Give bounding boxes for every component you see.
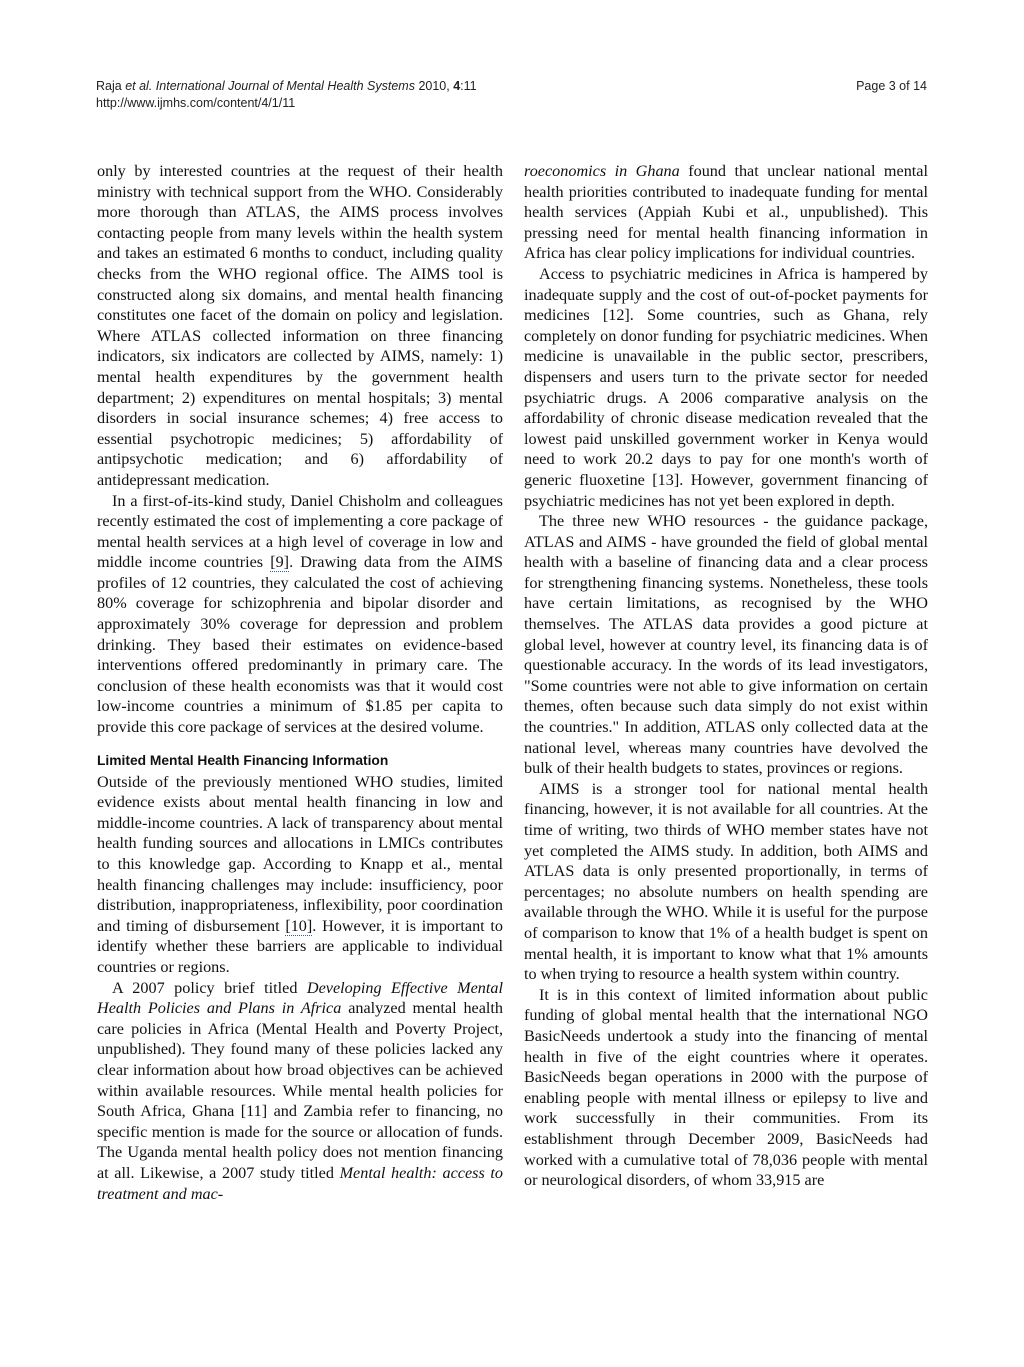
right-paragraph-1: roeconomics in Ghana found that unclear national mental health priorities contributed to inadequate funding for mental health services (Appiah Kubi et al., unpublished). This pressing need for mental health financing information in Africa has clear policy implications for individual countries. xyxy=(524,162,928,263)
reference-link-9[interactable]: [9] xyxy=(270,553,290,572)
right-paragraph-5: It is in this context of limited information about public funding of global mental health that the international NGO BasicNeeds undertook a study into the financing of mental health in five of the eight countries where it operates. BasicNeeds began operations in 2000 with the purpose of enabling people with mental illness or epilepsy to live and work successfully in their communities. From its establishment through December 2009, BasicNeeds had worked with a cumulative total of 78,036 people with mental or neurological disorders, of whom 33,915 are xyxy=(524,985,928,1190)
article-url[interactable]: http://www.ijmhs.com/content/4/1/11 xyxy=(96,96,296,110)
right-column xyxy=(524,161,928,1191)
journal-name: International Journal of Mental Health Systems xyxy=(155,79,415,93)
right-paragraph-4: AIMS is a stronger tool for national mental health financing, however, it is not available for all countries. At the time of writing, two thirds of WHO member states have not yet completed the AIMS study. In addition, both AIMS and ATLAS data is only presented proportionally, in terms of percentages; no absolute numbers on health spending are available through the WHO. While it is useful for the purpose of comparison to know that 1% of a health budget is spent on mental health, it is important to know what that 1% amounts to when trying to resource a health system within country. xyxy=(524,779,928,984)
left-column xyxy=(97,161,503,1204)
section-heading: Limited Mental Health Financing Information xyxy=(97,752,389,768)
left-paragraph-4: A 2007 policy brief titled Developing Effective Mental Health Policies and Plans in Africa analyzed mental health care policies in Africa (Mental Health and Poverty Project, unpublished). They found many of these policies lacked any clear information about how broad objectives can be achieved within available resources. While mental health policies for South Africa, Ghana [11] and Zambia refer to financing, no specific mention is made for the source or allocation of funds. The Uganda mental health policy does not mention financing at all. Likewise, a 2007 study titled Mental health: access to treatment and mac- xyxy=(97,978,503,1203)
right-paragraph-2: Access to psychiatric medicines in Africa is hampered by inadequate supply and the cost of out-of-pocket payments for medicines [12]. Some countries, such as Ghana, rely completely on donor funding for psychiatric medicines. When medicine is unavailable in the public sector, prescribers, dispensers and users turn to the private sector for needed psychiatric drugs. A 2006 comparative analysis on the affordability of chronic disease medication revealed that the lowest paid unskilled government worker in Kenya would need to work 20.2 days to pay for one month's worth of generic fluoxetine [13]. However, government financing of psychiatric medicines has not yet been explored in depth. xyxy=(524,264,928,510)
citation-year: 2010, xyxy=(418,79,450,93)
left-paragraph-3: Outside of the previously mentioned WHO studies, limited evidence exists about mental health financing in low and middle-income countries. A lack of transparency about mental health funding sources and allocations in LMICs contributes to this knowledge gap. According to Knapp et al., mental health financing challenges may include: insufficiency, poor distribution, inappropriateness, inflexibility, poor coordination and timing of disbursement [10]. However, it is important to identify whether these barriers are applicable to individual countries or regions. xyxy=(97,772,503,976)
right-paragraph-3: The three new WHO resources - the guidance package, ATLAS and AIMS - have grounded the field of global mental health with a baseline of financing data and a clear process for strengthening financing systems. Nonetheless, these tools have certain limitations, as recognised by the WHO themselves. The ATLAS data provides a good picture at global level, however at country level, its financing data is of questionable accuracy. In the words of its lead investigators, "Some countries were not able to give information on certain themes, often because such data simply do not exist within the countries." In addition, ATLAS only collected data at the national level, whereas many countries have devolved the bulk of their health budgets to states, provinces or regions. xyxy=(524,512,928,778)
reference-link-10[interactable]: [10] xyxy=(285,916,313,935)
citation-volume: 4 xyxy=(453,79,461,93)
left-paragraph-2: In a first-of-its-kind study, Daniel Chisholm and colleagues recently estimated the cost of implementing a core package of mental health services at a high level of coverage in low and middle income countries [9]. Drawing data from the AIMS profiles of 12 countries, they calculated the cost of achieving 80% coverage for schizophrenia and bipolar disorder and approximately 30% coverage for depression and problem drinking. They based their estimates on evidence-based interventions offered predominantly in primary care. The conclusion of these health economists was that it would cost low-income countries a minimum of $1.85 per capita to provide this core package of services at the desired volume. xyxy=(97,491,503,737)
citation-authors: Raja xyxy=(96,79,122,93)
left-paragraph-1: only by interested countries at the request of their health ministry with technical support from the WHO. Considerably more thorough than ATLAS, the AIMS process involves contacting people from many levels within the health system and takes an estimated 6 months to conduct, including quality checks from the WHO regional office. The AIMS tool is constructed along six domains, and mental health financing constitutes one facet of the domain on policy and legislation. Where ATLAS collected information on three financing indicators, six indicators are collected by AIMS, namely: 1) mental health expenditures by the government health department; 2) expenditures on mental hospitals; 3) mental disorders in social insurance schemes; 4) free access to essential psychotropic medicines; 5) affordability of antipsychotic medication; and 6) affordability of antidepressant medication. xyxy=(97,162,503,489)
page-number: Page 3 of 14 xyxy=(856,79,927,93)
citation-etal: et al. xyxy=(125,79,153,93)
citation xyxy=(96,78,477,112)
citation-article: :11 xyxy=(460,79,477,93)
